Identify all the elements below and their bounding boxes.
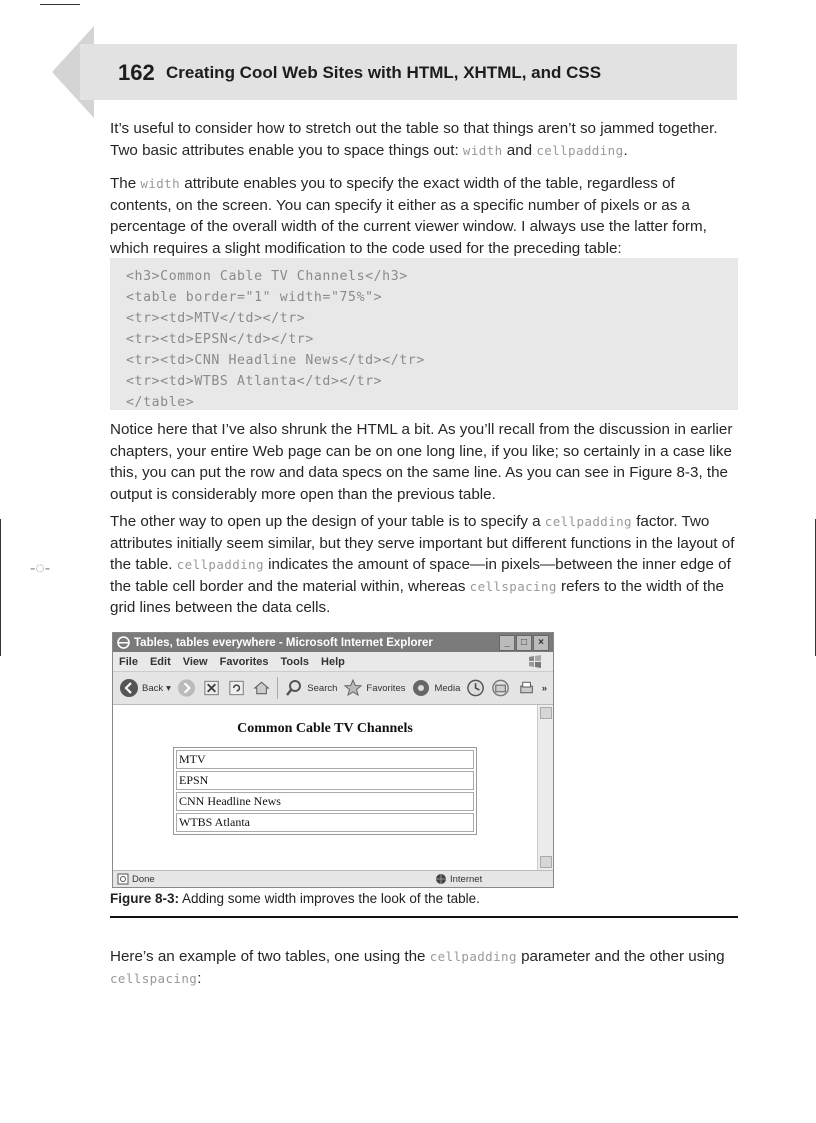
code-cellspacing: cellspacing: [469, 578, 557, 594]
menu-help[interactable]: Help: [321, 655, 345, 668]
page-heading: Common Cable TV Channels: [237, 721, 413, 736]
media-button[interactable]: Media: [411, 678, 460, 698]
code-line: <tr><td>WTBS Atlanta</td></tr>: [126, 374, 383, 389]
menu-tools[interactable]: Tools: [280, 655, 310, 668]
paragraph-example: Here’s an example of two tables, one using the cellpadding parameter and the other using cellspacing:: [110, 948, 725, 987]
channels-table: [173, 747, 477, 835]
mail-icon[interactable]: [491, 678, 510, 698]
table-cell: WTBS Atlanta: [176, 813, 474, 832]
paragraph-intro: [110, 118, 740, 161]
figure-caption: [110, 891, 480, 906]
table-row: [176, 813, 474, 832]
print-icon[interactable]: [517, 678, 536, 698]
menu-view[interactable]: View: [182, 655, 208, 668]
code-cellspacing-2: cellspacing: [110, 970, 198, 986]
minimize-button[interactable]: _: [499, 635, 515, 651]
home-icon[interactable]: [252, 678, 271, 698]
caption-rule: [110, 916, 738, 918]
forward-arrow-icon[interactable]: [177, 678, 196, 698]
code-width-inline: width: [140, 176, 181, 191]
menu-file[interactable]: File: [119, 655, 138, 668]
code-line: </table>: [126, 395, 195, 410]
browser-window: [112, 632, 554, 888]
page-number: 162: [118, 60, 155, 85]
code-line: <tr><td>MTV</td></tr>: [126, 311, 306, 326]
table-row: [176, 792, 474, 811]
code-cellpadding-3: cellpadding: [429, 949, 517, 964]
browser-statusbar: [113, 870, 553, 887]
code-line: <h3>Common Cable TV Channels</h3>: [126, 269, 408, 284]
scroll-down-arrow[interactable]: [540, 856, 552, 868]
scroll-up-arrow[interactable]: [540, 707, 552, 719]
browser-title: Tables, tables everywhere - Microsoft Internet Explorer: [134, 636, 433, 649]
code-line: <tr><td>CNN Headline News</td></tr>: [126, 353, 425, 368]
code-cellpadding: cellpadding: [536, 142, 624, 158]
figure-label: Figure 8-3:: [110, 891, 180, 906]
status-done: Done: [113, 873, 155, 885]
table-row: [176, 750, 474, 769]
paragraph-intro-line1: It’s useful to consider how to stretch out the table so that things aren’t so jammed together.: [110, 120, 718, 137]
back-button[interactable]: Back ▾: [119, 678, 171, 698]
browser-viewport: [113, 705, 537, 870]
search-button[interactable]: Search: [284, 678, 337, 698]
status-zone: Internet: [435, 873, 482, 885]
search-icon: [284, 678, 304, 698]
browser-toolbar: [113, 672, 553, 705]
favorites-button[interactable]: Favorites: [343, 678, 405, 698]
history-icon[interactable]: [466, 678, 485, 698]
registration-mark: -◌-: [30, 560, 51, 577]
table-cell: CNN Headline News: [176, 792, 474, 811]
paragraph-shrunk-html: Notice here that I’ve also shrunk the HTML a bit. As you’ll recall from the discussion in earlier chapters, your entire Web page can be on one long line, if you like; so certainly in a case like this, you can put the row and data specs on the same line. As you can see in Figure 8-3, the output is considerably more open than the previous table.: [110, 421, 733, 503]
code-width: width: [462, 142, 503, 158]
refresh-icon[interactable]: [227, 678, 246, 698]
code-cellpadding-1: cellpadding: [544, 514, 632, 529]
page-done-icon: [117, 873, 129, 885]
code-line: <table border="1" width="75%">: [126, 290, 383, 305]
ie-logo-icon: [117, 636, 130, 649]
top-crop-rule: [40, 4, 80, 5]
stop-icon[interactable]: [202, 678, 221, 698]
paragraph-cellpadding: The other way to open up the design of your table is to specify a cellpadding factor. Two attributes initially seem similar, but they serve important but different functions in the layout of the table. cellpadding indicates the amount of space—in pixels—between the inner edge of the table cell border and the material within, whereas cellspacing refers to the width of the grid lines between the data cells.: [110, 513, 735, 616]
toolbar-separator: [277, 677, 278, 699]
code-cellpadding-2: cellpadding: [176, 557, 264, 572]
maximize-button[interactable]: □: [516, 635, 532, 651]
menu-edit[interactable]: Edit: [149, 655, 171, 668]
browser-menubar: [113, 652, 553, 672]
table-cell: MTV: [176, 750, 474, 769]
star-icon: [343, 678, 363, 698]
windows-flag-icon: [527, 654, 543, 669]
paragraph-width: The width attribute enables you to specify the exact width of the table, regardless of contents, on the screen. You can specify it either as a specific number of pixels or as a percentage of the overall width of the current viewer window. I always use the latter form, which requires a slight modification to the code used for the preceding table:: [110, 175, 707, 257]
media-icon: [411, 678, 431, 698]
browser-titlebar: [113, 633, 553, 652]
code-listing: [110, 258, 738, 410]
back-arrow-icon: [119, 678, 139, 698]
table-row: [176, 771, 474, 790]
close-button[interactable]: ×: [533, 635, 549, 651]
globe-icon: [435, 873, 447, 885]
toolbar-more-chevron[interactable]: »: [541, 682, 547, 694]
window-controls: [499, 635, 549, 651]
paragraph-intro-line2: Two basic attributes enable you to space things out: width and cellpadding.: [110, 141, 628, 159]
menu-favorites[interactable]: Favorites: [219, 655, 269, 668]
figure-text: Adding some width improves the look of the table.: [179, 891, 480, 906]
left-margin-line: [0, 519, 1, 656]
book-title: Creating Cool Web Sites with HTML, XHTML, and CSS: [166, 63, 602, 82]
vertical-scrollbar[interactable]: [537, 705, 553, 870]
code-line: <tr><td>EPSN</td></tr>: [126, 332, 314, 347]
table-cell: EPSN: [176, 771, 474, 790]
